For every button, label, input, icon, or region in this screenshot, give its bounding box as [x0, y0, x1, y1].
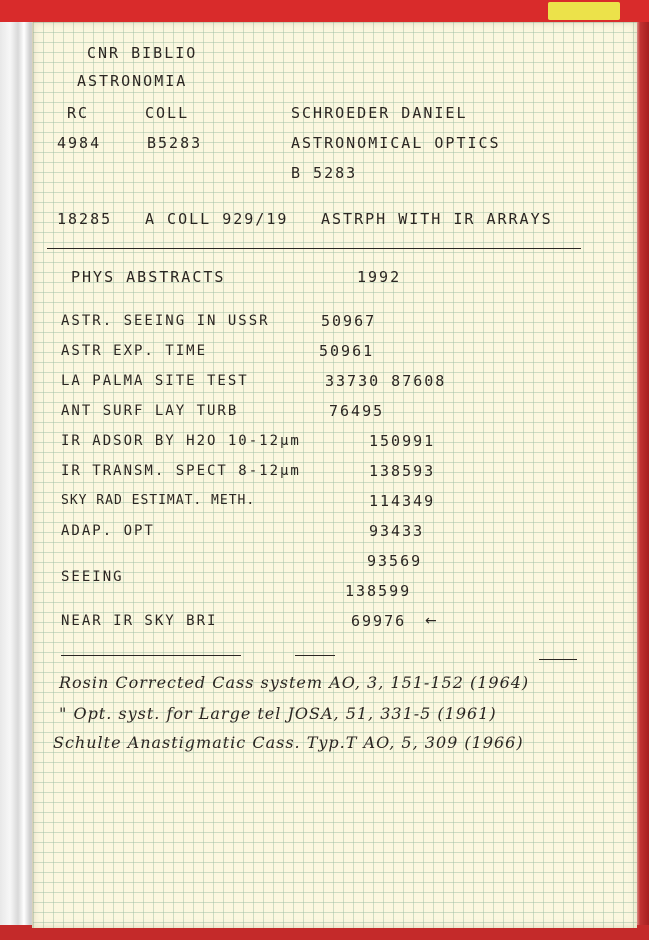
abstract-topic: ASTR. SEEING IN USSR	[61, 313, 270, 329]
abstract-topic: ANT SURF LAY TURB	[61, 403, 239, 419]
abstract-code: 69976	[351, 612, 407, 630]
abstract-code: 114349	[369, 492, 436, 510]
abstract-code: 76495	[329, 402, 385, 420]
second-ref-collection: A COLL 929/19	[145, 210, 289, 228]
rc-label: RC	[67, 104, 90, 122]
binder-top-edge	[0, 0, 649, 24]
author-name: SCHROEDER DANIEL	[291, 104, 468, 122]
section-line: ASTRONOMIA	[77, 72, 188, 90]
abstracts-heading: PHYS ABSTRACTS	[71, 268, 226, 286]
abstract-topic: SKY RAD ESTIMAT. METH.	[61, 493, 256, 508]
abstracts-year: 1992	[357, 268, 402, 286]
left-arrow-icon: ←	[425, 613, 437, 629]
abstract-topic: ADAP. OPT	[61, 523, 155, 539]
rc-value: 4984	[57, 134, 102, 152]
abstract-code: 138599	[345, 582, 412, 600]
abstract-topic: ASTR EXP. TIME	[61, 343, 208, 359]
library-line: CNR BIBLIO	[87, 44, 198, 62]
second-ref-number: 18285	[57, 210, 113, 228]
divider-line-top	[47, 248, 581, 249]
divider-line-bottom-left	[61, 655, 241, 656]
coll-label: COLL	[145, 104, 190, 122]
book-title: ASTRONOMICAL OPTICS	[291, 134, 501, 152]
graph-paper-sheet	[32, 22, 637, 928]
abstract-code: 93569	[367, 552, 423, 570]
abstract-topic: IR TRANSM. SPECT 8-12µm	[61, 463, 301, 479]
abstract-topic: NEAR IR SKY BRI	[61, 613, 218, 629]
abstract-topic: IR ADSOR BY H2O 10-12µm	[61, 433, 301, 449]
book-code: B 5283	[291, 164, 358, 182]
abstract-code: 50967	[321, 312, 377, 330]
binder-spine	[0, 22, 32, 940]
abstract-code: 93433	[369, 522, 425, 540]
coll-value: B5283	[147, 134, 203, 152]
reference-line: " Opt. syst. for Large tel JOSA, 51, 331-5 (1961)	[59, 704, 497, 723]
reference-line: Schulte Anastigmatic Cass. Typ.T AO, 5, 309 (1966)	[53, 733, 524, 752]
yellow-tab-marker	[548, 2, 620, 20]
abstract-code: 138593	[369, 462, 436, 480]
second-ref-title: ASTRPH WITH IR ARRAYS	[321, 210, 553, 228]
divider-line-bottom-mid	[295, 655, 335, 656]
abstract-code: 33730 87608	[325, 372, 447, 390]
abstract-code: 50961	[319, 342, 375, 360]
reference-line: Rosin Corrected Cass system AO, 3, 151-152 (1964)	[59, 673, 530, 692]
divider-line-bottom-right	[539, 659, 577, 660]
abstract-code: 150991	[369, 432, 436, 450]
abstract-topic: SEEING	[61, 569, 124, 585]
abstract-topic: LA PALMA SITE TEST	[61, 373, 249, 389]
